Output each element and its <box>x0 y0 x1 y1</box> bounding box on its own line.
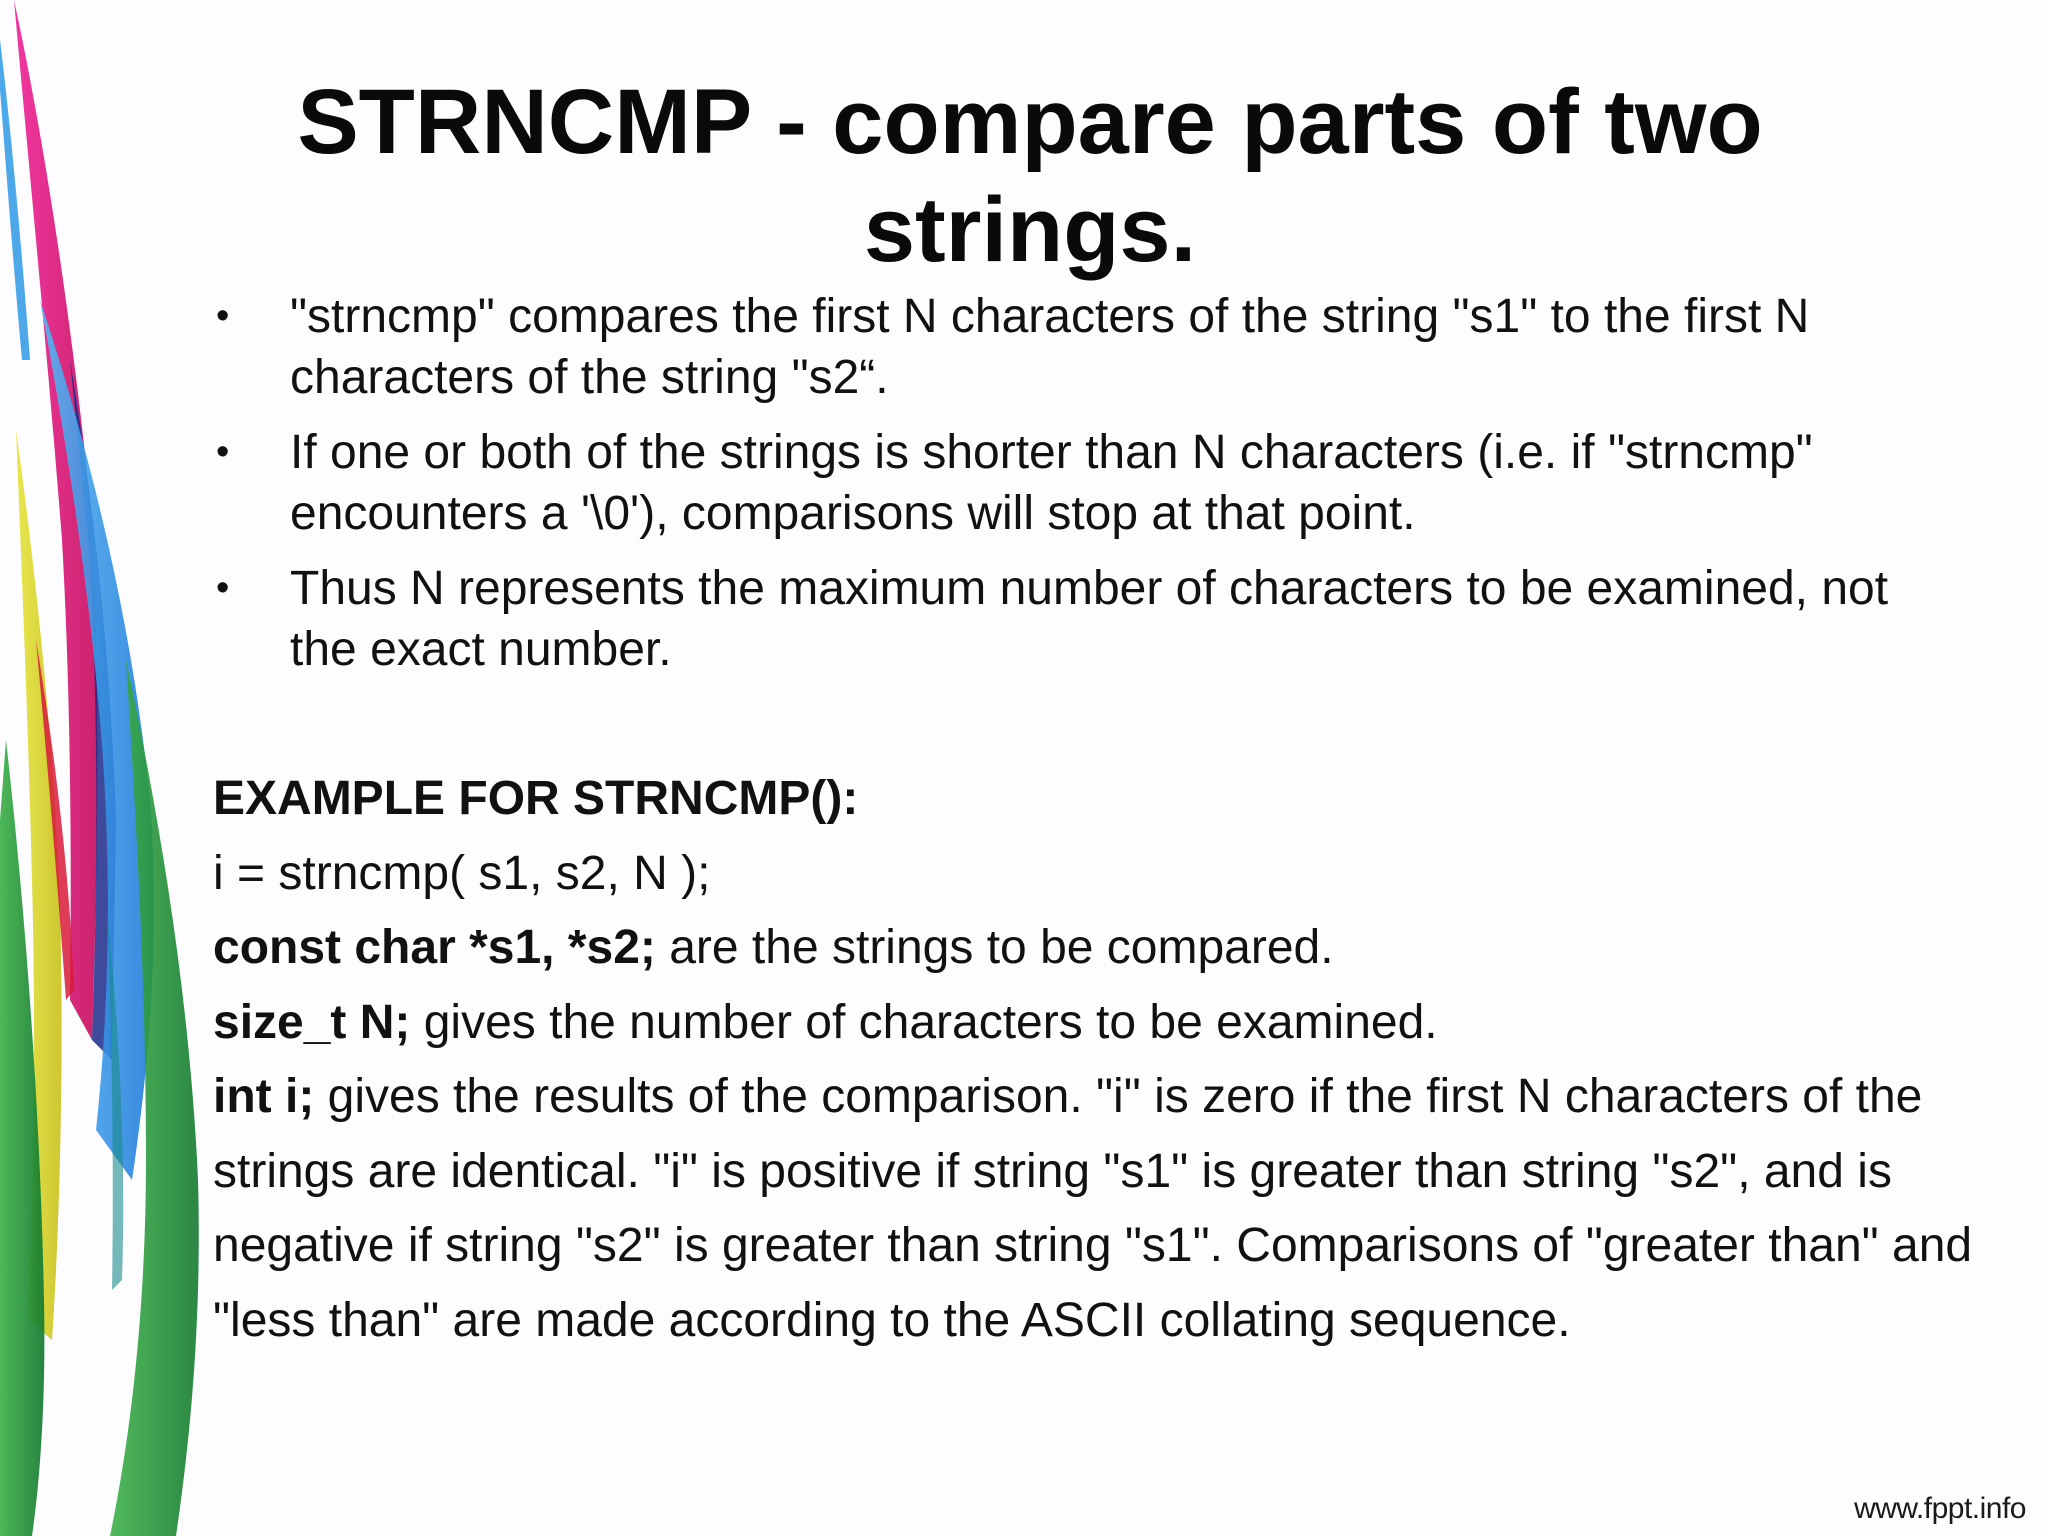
bullet-item <box>210 558 1950 680</box>
decorative-color-stripes <box>0 0 230 1536</box>
bullet-dot: • <box>216 295 230 337</box>
bullet-text: "strncmp" compares the first N characters of the string "s1" to the first N characters of the string "s2“. <box>290 290 1810 404</box>
param-line-i <box>213 1060 2003 1358</box>
param-code: int i; <box>213 1070 315 1123</box>
bullet-dot: • <box>216 567 230 609</box>
footer-url: www.fppt.info <box>1854 1492 2026 1525</box>
slide-title: STRNCMP - compare parts of two strings. <box>297 71 1763 281</box>
param-code: const char *s1, *s2; <box>213 921 656 974</box>
param-line-s1-s2 <box>213 911 2003 986</box>
example-section <box>213 762 2003 1358</box>
param-line-n <box>213 986 2003 1061</box>
example-heading: EXAMPLE FOR STRNCMP(): <box>213 772 859 825</box>
bullet-dot: • <box>216 431 230 473</box>
bullet-item <box>210 286 1950 408</box>
example-call: i = strncmp( s1, s2, N ); <box>213 846 711 900</box>
param-desc: are the strings to be compared. <box>655 921 1334 974</box>
param-code: size_t N; <box>213 995 411 1049</box>
param-desc: gives the number of characters to be examined. <box>410 995 1438 1049</box>
bullet-item <box>210 422 1950 544</box>
bullet-list <box>210 286 1950 694</box>
bullet-text: Thus N represents the maximum number of characters to be examined, not the exact number. <box>290 562 1889 676</box>
bullet-text: If one or both of the strings is shorter than N characters (i.e. if "strncmp" encounters a '\0'), comparisons will stop at that point. <box>290 426 1813 540</box>
param-desc: gives the results of the comparison. "i" is zero if the first N characters of the strings are identical. "i" is positive if string "s1" is greater than string "s2", and is negative if string "s2" is greater than string "s1". Comparisons of "greater than" and "less than" are made according to the ASCII collating sequence. <box>213 1070 1973 1347</box>
